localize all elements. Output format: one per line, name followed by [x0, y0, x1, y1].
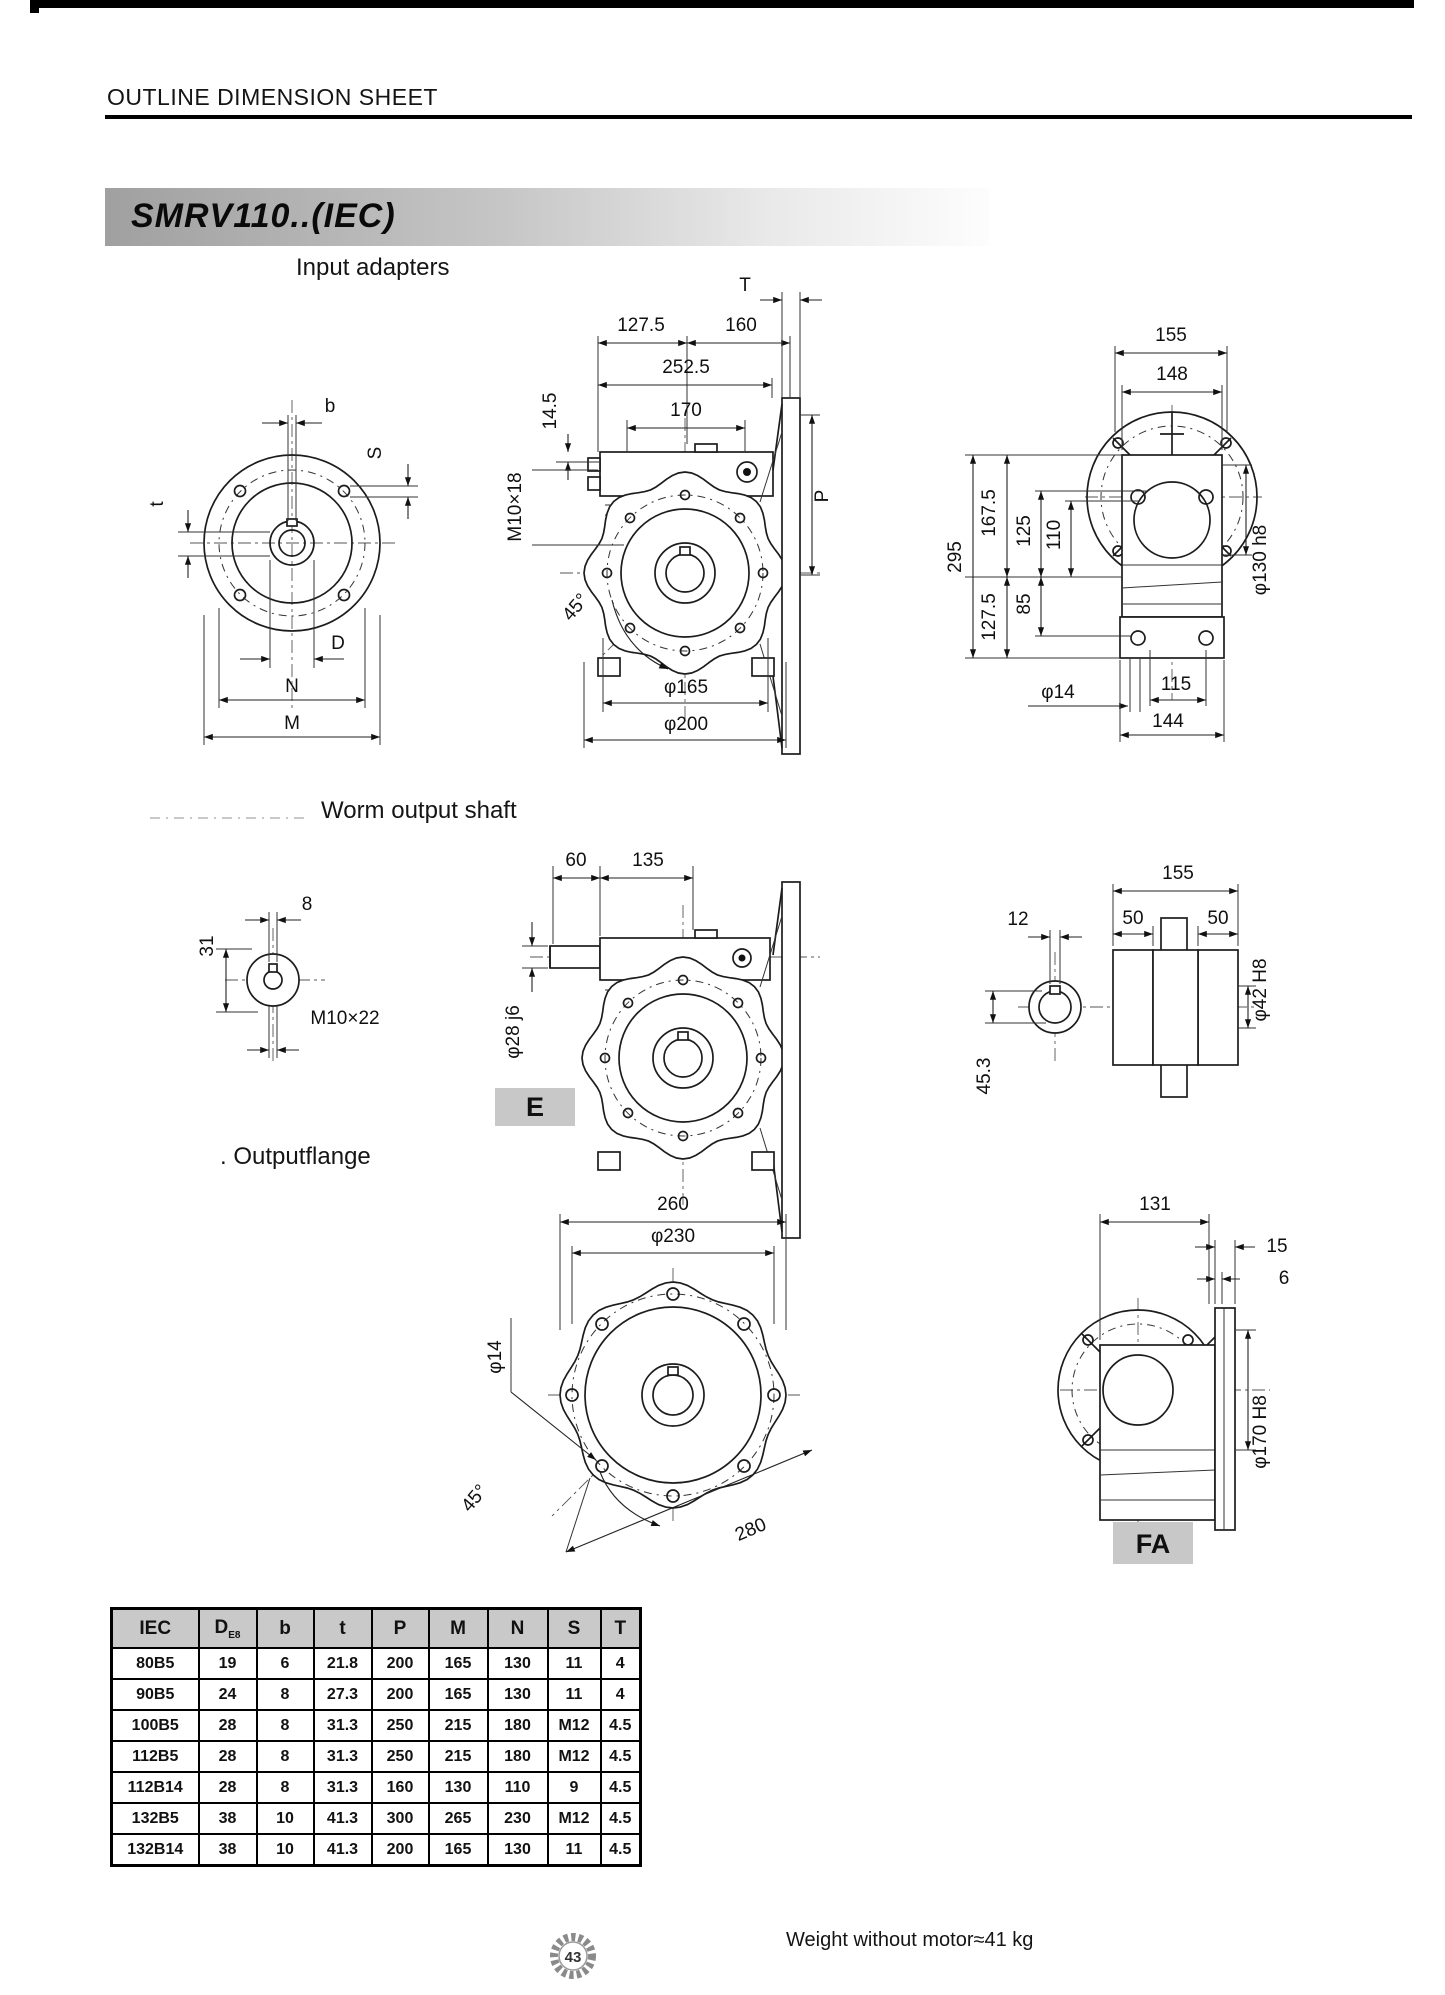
dim-label-n: N	[285, 676, 299, 697]
table-cell: 41.3	[314, 1803, 372, 1834]
table-cell: 165	[429, 1679, 488, 1710]
table-cell: 200	[372, 1834, 429, 1866]
dim-label-135: 135	[632, 850, 664, 871]
dim-label-127-5b: 127.5	[979, 593, 1000, 641]
table-cell: 10	[257, 1834, 314, 1866]
table-cell: 8	[257, 1679, 314, 1710]
thread-label-m10x18: M10×18	[505, 472, 526, 542]
row-header-cell: 112B5	[112, 1741, 199, 1772]
col-header-m: M	[429, 1609, 488, 1649]
section-heading-worm-output-shaft: Worm output shaft	[321, 797, 517, 824]
row-header-cell: 100B5	[112, 1710, 199, 1741]
row-header-cell: 112B14	[112, 1772, 199, 1803]
table-cell: 300	[372, 1803, 429, 1834]
table-cell: 31.3	[314, 1772, 372, 1803]
table-cell: 250	[372, 1741, 429, 1772]
dim-label-260: 260	[657, 1194, 689, 1215]
table-cell: 38	[199, 1803, 257, 1834]
table-cell: 165	[429, 1648, 488, 1679]
table-row	[112, 1803, 641, 1834]
col-header-s: S	[548, 1609, 601, 1649]
angle-label-45: 45°	[558, 589, 594, 626]
table-cell: 8	[257, 1741, 314, 1772]
section-heading-input-adapters: Input adapters	[296, 254, 450, 281]
table-cell: 110	[488, 1772, 548, 1803]
table-cell: 180	[488, 1710, 548, 1741]
table-cell: 9	[548, 1772, 601, 1803]
table-cell: 130	[488, 1648, 548, 1679]
iec-dimension-table	[110, 1607, 642, 1867]
table-cell: 24	[199, 1679, 257, 1710]
table-cell: 4	[601, 1679, 641, 1710]
col-header-b: b	[257, 1609, 314, 1649]
table-cell: 28	[199, 1772, 257, 1803]
drawing-worm-shaft-front-view	[495, 850, 820, 1238]
dim-label-31: 31	[197, 935, 218, 957]
table-header-row	[112, 1609, 641, 1649]
table-cell: M12	[548, 1803, 601, 1834]
dim-label-252-5: 252.5	[662, 357, 710, 378]
dim-label-s: S	[365, 446, 386, 460]
table-cell: 230	[488, 1803, 548, 1834]
dim-label-t: t	[147, 501, 168, 507]
table-row	[112, 1648, 641, 1679]
dim-label-dia230: φ230	[650, 1226, 696, 1247]
dim-label-6: 6	[1278, 1268, 1290, 1289]
angle-label-45b: 45°	[457, 1480, 493, 1517]
lobed-flange-outline	[560, 1282, 786, 1508]
table-cell: 21.8	[314, 1648, 372, 1679]
table-row	[112, 1834, 641, 1866]
dim-label-50a: 50	[1122, 908, 1144, 929]
table-cell: 4.5	[601, 1803, 641, 1834]
table-cell: 28	[199, 1741, 257, 1772]
table-row	[112, 1772, 641, 1803]
dim-label-155: 155	[1155, 325, 1187, 346]
page-number-gear	[554, 1937, 592, 1975]
lobed-flange-outline	[584, 472, 786, 674]
row-header-cell: 80B5	[112, 1648, 199, 1679]
table-cell: 8	[257, 1710, 314, 1741]
table-cell: 10	[257, 1803, 314, 1834]
dim-label-167-5: 167.5	[979, 489, 1000, 537]
dim-label-160: 160	[725, 315, 757, 336]
view-tag-E: E	[525, 1092, 545, 1122]
dim-label-T: T	[739, 275, 751, 296]
dim-label-45-3: 45.3	[974, 1057, 995, 1095]
dim-label-d: D	[331, 633, 345, 654]
dim-label-14-5: 14.5	[540, 392, 561, 430]
table-cell: 11	[548, 1648, 601, 1679]
dim-label-280: 280	[732, 1514, 770, 1546]
dim-label-dia14: φ14	[1041, 682, 1075, 703]
dim-label-131: 131	[1139, 1194, 1171, 1215]
drawing-input-flange-view	[147, 396, 418, 745]
weight-note: Weight without motor≈41 kg	[786, 1929, 1034, 1951]
table-cell: 31.3	[314, 1741, 372, 1772]
table-row	[112, 1679, 641, 1710]
page-number: 43	[564, 1949, 582, 1966]
drawing-hollow-shaft-section	[974, 863, 1271, 1097]
dim-label-12: 12	[1007, 909, 1029, 930]
dim-label-115: 115	[1160, 674, 1192, 695]
table-cell: 250	[372, 1710, 429, 1741]
dim-label-170: 170	[670, 400, 702, 421]
dim-label-P: P	[812, 489, 833, 503]
table-cell: 130	[429, 1772, 488, 1803]
table-cell: M12	[548, 1741, 601, 1772]
dim-label-15: 15	[1266, 1236, 1288, 1257]
dim-label-dia42: φ42 H8	[1250, 958, 1271, 1022]
table-cell: 8	[257, 1772, 314, 1803]
table-row	[112, 1741, 641, 1772]
table-cell: 4.5	[601, 1834, 641, 1866]
col-header-iec: IEC	[112, 1609, 199, 1649]
table-row	[112, 1710, 641, 1741]
table-cell: 27.3	[314, 1679, 372, 1710]
section-heading-output-flange: . Outputflange	[220, 1143, 371, 1170]
dim-label-127-5: 127.5	[617, 315, 665, 336]
dim-label-295: 295	[945, 541, 966, 573]
dim-label-85: 85	[1014, 593, 1035, 615]
dim-label-144: 144	[1152, 711, 1184, 732]
dim-label-dia14b: φ14	[485, 1340, 506, 1374]
dim-label-8: 8	[301, 894, 313, 915]
dim-label-b: b	[324, 396, 336, 417]
table-cell: 6	[257, 1648, 314, 1679]
table-cell: 4.5	[601, 1710, 641, 1741]
page-title: OUTLINE DIMENSION SHEET	[107, 84, 438, 110]
table-cell: 180	[488, 1741, 548, 1772]
row-header-cell: 132B5	[112, 1803, 199, 1834]
dim-label-dia130: φ130 h8	[1250, 524, 1271, 596]
col-header-t: t	[314, 1609, 372, 1649]
table-cell: 4	[601, 1648, 641, 1679]
col-header-d: $D_{E8}$	[199, 1609, 257, 1649]
table-cell: 165	[429, 1834, 488, 1866]
table-cell: 160	[372, 1772, 429, 1803]
table-cell: 200	[372, 1679, 429, 1710]
col-header-t2: T	[601, 1609, 641, 1649]
table-cell: 19	[199, 1648, 257, 1679]
dim-label-110: 110	[1044, 519, 1065, 551]
drawing-output-flange-side	[1058, 1194, 1289, 1564]
table-cell: 265	[429, 1803, 488, 1834]
table-cell: 31.3	[314, 1710, 372, 1741]
table-cell: 41.3	[314, 1834, 372, 1866]
lobed-flange-outline	[582, 957, 784, 1159]
row-header-cell: 90B5	[112, 1679, 199, 1710]
drawing-gearbox-front-view	[505, 275, 833, 754]
table-cell: 130	[488, 1679, 548, 1710]
model-name: SMRV110..(IEC)	[131, 197, 396, 235]
table-cell: 4.5	[601, 1772, 641, 1803]
dim-label-dia170: φ170 H8	[1250, 1395, 1271, 1469]
dim-label-dia200: φ200	[663, 714, 709, 735]
dim-label-dia165: φ165	[663, 677, 709, 698]
col-header-d-subscript: E8	[228, 1629, 241, 1641]
view-tag-FA: FA	[1135, 1529, 1171, 1559]
dim-label-125: 125	[1014, 515, 1035, 547]
col-header-p: P	[372, 1609, 429, 1649]
thread-label-m10x22: M10×22	[310, 1008, 380, 1029]
table-cell: 130	[488, 1834, 548, 1866]
drawing-output-flange-front	[458, 1194, 812, 1552]
dim-label-148: 148	[1156, 364, 1188, 385]
table-cell: 11	[548, 1679, 601, 1710]
row-header-cell: 132B14	[112, 1834, 199, 1866]
table-cell: 38	[199, 1834, 257, 1866]
table-cell: 215	[429, 1710, 488, 1741]
table-cell: 11	[548, 1834, 601, 1866]
table-cell: M12	[548, 1710, 601, 1741]
table-cell: 215	[429, 1741, 488, 1772]
dim-label-60: 60	[565, 850, 587, 871]
dim-label-155b: 155	[1162, 863, 1194, 884]
table-cell: 200	[372, 1648, 429, 1679]
col-header-n: N	[488, 1609, 548, 1649]
dim-label-dia28: φ28 j6	[503, 1005, 524, 1059]
dim-label-50b: 50	[1207, 908, 1229, 929]
dim-label-m: M	[284, 713, 300, 734]
drawing-shaft-end-view	[197, 894, 380, 1062]
drawing-gearbox-side-view	[945, 325, 1271, 742]
table-cell: 28	[199, 1710, 257, 1741]
table-cell: 4.5	[601, 1741, 641, 1772]
